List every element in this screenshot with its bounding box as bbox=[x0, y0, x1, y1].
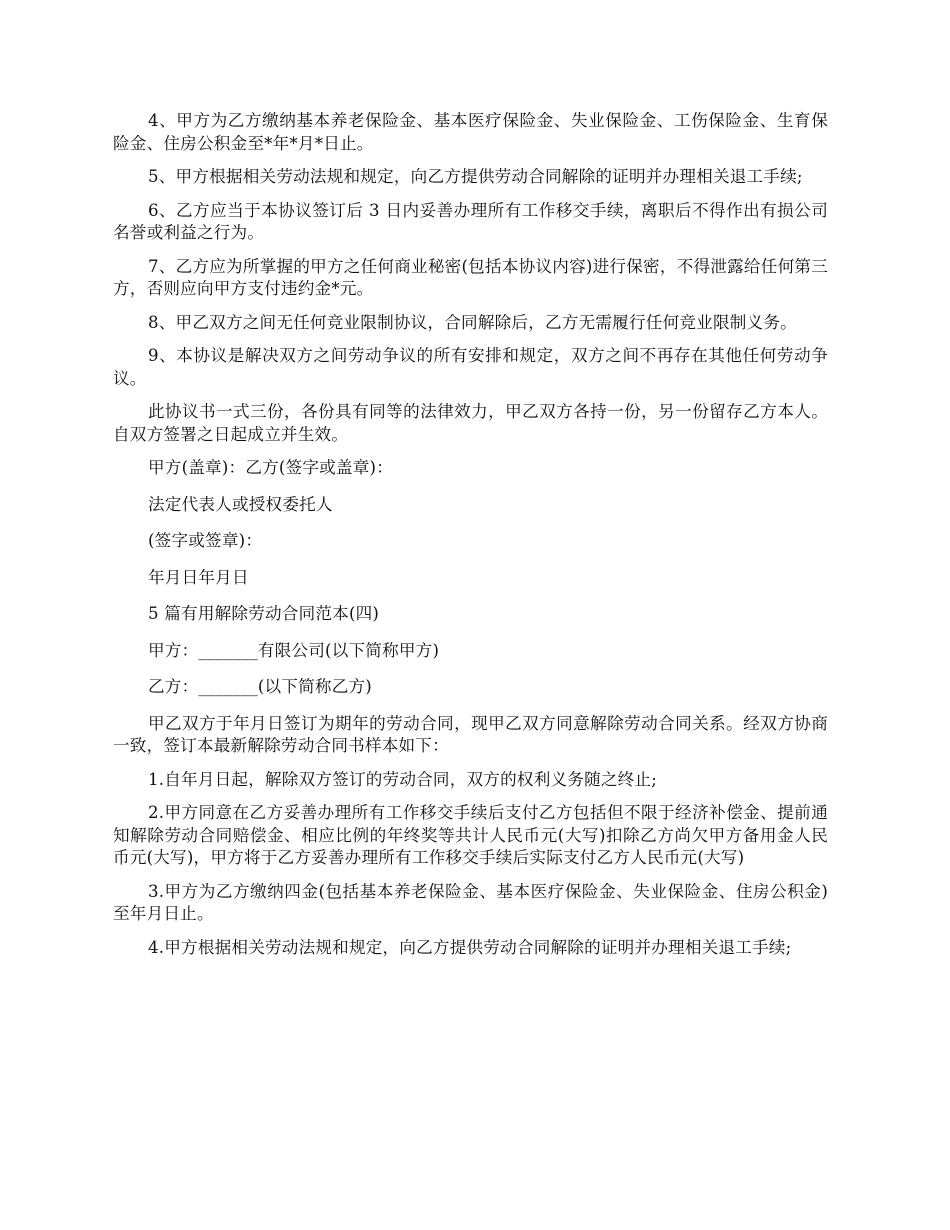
section-heading: 5 篇有用解除劳动合同范本(四) bbox=[148, 604, 380, 623]
clause-5-termination-proof: 5、甲方根据相关劳动法规和规定，向乙方提供劳动合同解除的证明并办理相关退工手续; bbox=[148, 167, 803, 186]
clause-7-confidentiality: 7、乙方应为所掌握的甲方之任何商业秘密(包括本协议内容)进行保密，不得泄露给任何第三方，否则应向甲方支付违约金*元。 bbox=[113, 256, 828, 298]
legal-representative: 法定代表人或授权委托人 bbox=[148, 494, 333, 514]
copies-and-effect: 此协议书一式三份，各份具有同等的法律效力，甲乙双方各持一份，另一份留存乙方本人。自双方签署之日起成立并生效。 bbox=[113, 402, 828, 444]
date-line: 年月日年月日 bbox=[148, 567, 249, 587]
term-3: 3.甲方为乙方缴纳四金(包括基本养老保险金、基本医疗保险金、失业保险金、住房公积金)至年月日止。 bbox=[113, 881, 828, 923]
party-a-line: 甲方：_______有限公司(以下简称甲方) bbox=[148, 640, 440, 660]
party-b-line: 乙方：_______(以下简称乙方) bbox=[148, 677, 372, 696]
clause-6-handover: 6、乙方应当于本协议签订后 3 日内妥善办理所有工作移交手续，离职后不得作出有损公司名誉或利益之行为。 bbox=[113, 200, 828, 242]
clause-9-dispute: 9、本协议是解决双方之间劳动争议的所有安排和规定，双方之间不再存在其他任何劳动争议。 bbox=[113, 346, 828, 388]
term-2: 2.甲方同意在乙方妥善办理所有工作移交手续后支付乙方包括但不限于经济补偿金、提前通知解除劳动合同赔偿金、相应比例的年终奖等共计人民币元(大写)扣除乙方尚欠甲方备用金人民币元(大写)，甲方将于乙方妥善办理所有工作移交手续后实际支付乙方人民币元(大写) bbox=[113, 803, 828, 867]
clause-4-insurance: 4、甲方为乙方缴纳基本养老保险金、基本医疗保险金、失业保险金、工伤保险金、生育保险金、住房公积金至*年*月*日止。 bbox=[113, 111, 828, 153]
signature-line: (签字或签章)： bbox=[148, 531, 263, 550]
document-page bbox=[113, 110, 828, 970]
term-1: 1.自年月日起，解除双方签订的劳动合同，双方的权利义务随之终止; bbox=[148, 769, 658, 789]
clause-8-non-compete: 8、甲乙双方之间无任何竞业限制协议，合同解除后，乙方无需履行任何竞业限制义务。 bbox=[148, 312, 797, 332]
agreement-intro: 甲乙双方于年月日签订为期年的劳动合同，现甲乙双方同意解除劳动合同关系。经双方协商一致，签订本最新解除劳动合同书样本如下： bbox=[113, 713, 828, 755]
signature-parties: 甲方(盖章)：乙方(签字或盖章)： bbox=[148, 458, 394, 477]
term-4: 4.甲方根据相关劳动法规和规定，向乙方提供劳动合同解除的证明并办理相关退工手续; bbox=[148, 937, 792, 957]
